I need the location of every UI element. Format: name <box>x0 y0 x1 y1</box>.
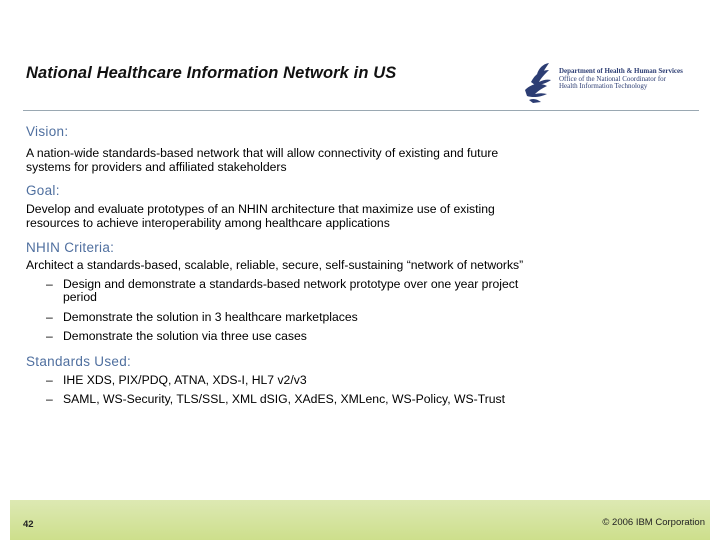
bullet-dash: – <box>46 276 53 291</box>
slide-body <box>26 124 696 407</box>
hhs-eagle-icon <box>521 60 557 105</box>
logo-line-3: Health Information Technology <box>559 82 648 90</box>
criteria-intro: Architect a standards-based, scalable, reliable, secure, self-sustaining “network of networks” <box>26 258 524 272</box>
header-divider <box>23 110 699 111</box>
criteria-heading: NHIN Criteria: <box>26 240 115 255</box>
page-number: 42 <box>23 519 34 530</box>
list-item <box>26 330 696 344</box>
bullet-dash: – <box>46 309 53 324</box>
bullet-text-line-2: period <box>63 290 97 304</box>
bullet-text-line-1: Demonstrate the solution in 3 healthcare marketplaces <box>63 309 358 324</box>
bullet-text-line-1: IHE XDS, PIX/PDQ, ATNA, XDS-I, HL7 v2/v3 <box>63 372 307 387</box>
list-item <box>26 393 696 407</box>
standards-heading: Standards Used: <box>26 353 132 369</box>
vision-heading: Vision: <box>26 124 69 139</box>
slide-title: National Healthcare Information Network in US <box>26 64 397 82</box>
copyright-notice: © 2006 IBM Corporation <box>602 517 705 528</box>
bullet-text-line-1: Demonstrate the solution via three use cases <box>63 329 307 343</box>
goal-text-line-2: resources to achieve interoperability among healthcare applications <box>26 215 390 230</box>
goal-heading: Goal: <box>26 183 60 198</box>
vision-text-line-1: A nation-wide standards-based network that will allow connectivity of existing and future <box>26 146 499 160</box>
bullet-dash: – <box>46 392 53 406</box>
vision-text-line-2: systems for providers and affiliated stakeholders <box>26 159 287 174</box>
logo-line-2: Office of the National Coordinator for <box>559 74 666 83</box>
bullet-dash: – <box>46 372 53 387</box>
bullet-dash: – <box>46 329 53 343</box>
logo-line-1: Department of Health & Human Services <box>559 67 683 75</box>
bullet-text-line-1: SAML, WS-Security, TLS/SSL, XML dSIG, XAdES, XMLenc, WS-Policy, WS-Trust <box>63 392 506 406</box>
bullet-text-line-1: Design and demonstrate a standards-based network prototype over one year project <box>63 276 519 291</box>
list-item <box>26 311 696 325</box>
hhs-logo <box>521 60 691 105</box>
list-item <box>26 278 696 305</box>
list-item <box>26 374 696 388</box>
goal-text-line-1: Develop and evaluate prototypes of an NHIN architecture that maximize use of existing <box>26 202 495 216</box>
